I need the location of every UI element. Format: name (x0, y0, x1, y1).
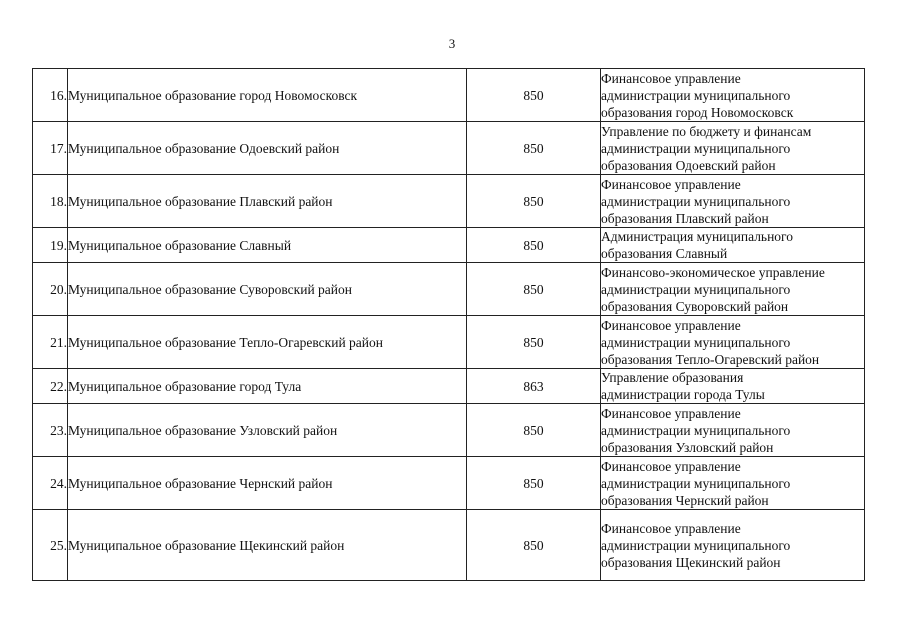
row-number: 16. (33, 69, 68, 122)
table-row (33, 228, 865, 263)
administrator-code: 850 (467, 404, 601, 457)
administrator-code: 850 (467, 316, 601, 369)
row-number: 17. (33, 122, 68, 175)
administrator-name: Финансовое управление администрации муниципального образования Узловский район (601, 404, 865, 457)
administrator-name: Администрация муниципального образования Славный (601, 228, 865, 263)
table-row (33, 175, 865, 228)
table-row (33, 510, 865, 581)
administrator-code: 850 (467, 228, 601, 263)
row-number: 24. (33, 457, 68, 510)
table-row (33, 404, 865, 457)
row-number: 18. (33, 175, 68, 228)
table-row (33, 369, 865, 404)
municipality-name: Муниципальное образование город Тула (68, 369, 467, 404)
administrator-name: Управление по бюджету и финансам администрации муниципального образования Одоевский район (601, 122, 865, 175)
municipality-name: Муниципальное образование Одоевский район (68, 122, 467, 175)
municipality-name: Муниципальное образование Щекинский район (68, 510, 467, 581)
row-number: 23. (33, 404, 68, 457)
administrator-name: Финансовое управление администрации муниципального образования Щекинский район (601, 510, 865, 581)
administrator-name: Финансовое управление администрации муниципального образования Плавский район (601, 175, 865, 228)
administrator-name: Финансовое управление администрации муниципального образования Тепло-Огаревский район (601, 316, 865, 369)
administrator-name: Финансовое управление администрации муниципального образования Чернский район (601, 457, 865, 510)
municipality-name: Муниципальное образование город Новомосковск (68, 69, 467, 122)
municipal-registry-table (32, 68, 865, 581)
administrator-code: 850 (467, 457, 601, 510)
table-row (33, 457, 865, 510)
administrator-code: 850 (467, 510, 601, 581)
administrator-name: Управление образования администрации города Тулы (601, 369, 865, 404)
municipality-name: Муниципальное образование Чернский район (68, 457, 467, 510)
municipality-name: Муниципальное образование Славный (68, 228, 467, 263)
table-row (33, 316, 865, 369)
municipality-name: Муниципальное образование Суворовский район (68, 263, 467, 316)
row-number: 19. (33, 228, 68, 263)
table-row (33, 122, 865, 175)
table-row (33, 69, 865, 122)
administrator-code: 850 (467, 263, 601, 316)
municipality-name: Муниципальное образование Плавский район (68, 175, 467, 228)
municipality-name: Муниципальное образование Узловский район (68, 404, 467, 457)
administrator-code: 850 (467, 122, 601, 175)
municipality-name: Муниципальное образование Тепло-Огаревский район (68, 316, 467, 369)
administrator-code: 850 (467, 175, 601, 228)
row-number: 22. (33, 369, 68, 404)
page-number: 3 (448, 36, 456, 51)
table-row (33, 263, 865, 316)
administrator-code: 863 (467, 369, 601, 404)
administrator-name: Финансово-экономическое управление администрации муниципального образования Суворовский район (601, 263, 865, 316)
row-number: 25. (33, 510, 68, 581)
row-number: 20. (33, 263, 68, 316)
administrator-code: 850 (467, 69, 601, 122)
row-number: 21. (33, 316, 68, 369)
administrator-name: Финансовое управление администрации муниципального образования город Новомосковск (601, 69, 865, 122)
